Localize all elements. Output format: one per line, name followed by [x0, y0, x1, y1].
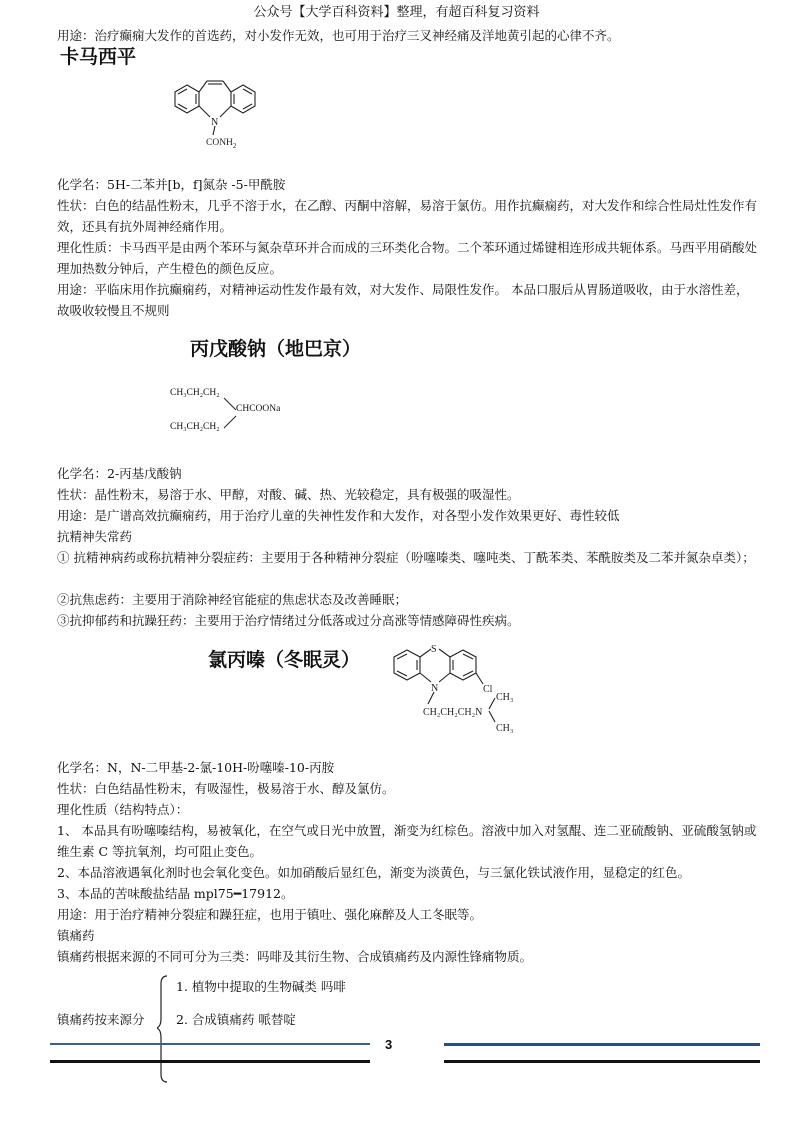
page-header: 公众号【大学百科资料】整理，有超百科复习资料: [253, 5, 540, 20]
valproate-props: 性状：晶性粉末，易溶于水、甲醇，对酸、碱、热、光较稳定，具有极强的吸湿性。: [57, 487, 520, 502]
chlorpromazine-p3: 3、本品的苦味酸盐结晶 mpl75━17912。: [57, 886, 294, 901]
chlorpromazine-p2: 2、本品溶液遇氧化剂时也会氧化变色。如加硝酸后显红色，渐变为淡黄色，与三氯化铁试液作用，显稳定的红色。: [57, 865, 690, 880]
chlorpromazine-chain: CH₂CH₂CH₂N: [423, 707, 483, 718]
chlorpromazine-cl: Cl: [483, 684, 493, 695]
svg-text:CONH2: [206, 138, 237, 150]
page-number: 3: [385, 1037, 393, 1052]
chlorpromazine-s: S: [431, 644, 437, 655]
carbamazepine-n: N: [211, 117, 219, 128]
analgesics-brace-label: 镇痛药按来源分: [57, 1012, 145, 1027]
valproate-usage: 用途：是广谱高效抗癫痫药，用于治疗儿童的失神性发作和大发作，对各型小发作效果更好、毒性较低: [57, 508, 620, 523]
antipsychotic-item-2: ②抗焦虑药：主要用于消除神经官能症的焦虑状态及改善睡眠；: [57, 592, 408, 607]
carbamazepine-sub: CONH: [206, 138, 233, 148]
valproate-formula-top: CH₃CH₂CH₂: [170, 388, 220, 398]
footer-rule-left-thin: [50, 1043, 370, 1045]
carbamazepine-chem-name: 化学名：5H-二苯并[b，f]氮杂 -5-甲酰胺: [57, 177, 286, 192]
carbamazepine-props: 性状：白色的结晶性粉末，几乎不溶于水，在乙醇、丙酮中溶解，易溶于氯仿。用作抗癫痫药，对大发作和综合性局灶性发作有效，还具有抗外周神经痛作用。: [57, 198, 758, 234]
valproate-formula-bot: CH₃CH₂CH₂: [170, 422, 220, 432]
antipsychotic-heading: 抗精神失常药: [57, 529, 133, 544]
carbamazepine-sub2: 2: [232, 142, 237, 150]
carbamazepine-structure: [150, 72, 280, 162]
carbamazepine-physchem: 理化性质：卡马西平是由两个苯环与氮杂草环并合而成的三环类化合物。二个苯环通过烯键相连形成共轭体系。马西平用硝酸处理加热数分钟后，产生橙色的颜色反应。: [57, 240, 758, 276]
footer-rule-left-thick: [50, 1060, 370, 1063]
carbamazepine-title: 卡马西平: [60, 46, 137, 68]
valproate-chem-name: 化学名：2-丙基戊酸钠: [57, 466, 182, 481]
chlorpromazine-title: 氯丙嗪（冬眠灵）: [208, 649, 361, 671]
carbamazepine-usage: 用途：平临床用作抗癫痫药，对精神运动性发作最有效，对大发作、局限性发作。 本品口服后从胃肠道吸收，由于水溶性差，故吸收较慢且不规则: [57, 282, 749, 318]
chlorpromazine-chem-name: 化学名：N，N-二甲基-2-氯-10H-吩噻嗪-10-丙胺: [57, 760, 335, 775]
analgesics-heading: 镇痛药: [57, 928, 95, 943]
brace-icon: [157, 974, 171, 1084]
analgesics-item-2: 2. 合成镇痛药 哌替啶: [176, 1012, 296, 1027]
chlorpromazine-structure: [380, 636, 540, 741]
antipsychotic-item-1: ① 抗精神病药或称抗精神分裂症药：主要用于各种精神分裂症（吩噻嗪类、噻吨类、丁酰苯类、苯酰胺类及二苯并氮杂卓类）；: [57, 550, 755, 565]
valproate-bonds: [222, 396, 242, 430]
antipsychotic-item-3: ③抗抑郁药和抗躁狂药：主要用于治疗情绪过分低落或过分高涨等情感障碍性疾病。: [57, 613, 520, 628]
chlorpromazine-usage: 用途：用于治疗精神分裂症和躁狂症，也用于镇吐、强化麻醉及人工冬眠等。: [57, 907, 483, 922]
valproate-formula-mid: CHCOONa: [236, 404, 281, 414]
intro-usage: 用途：治疗癫痫大发作的首选药，对小发作无效，也可用于治疗三叉神经痛及洋地黄引起的心律不齐。: [57, 28, 620, 43]
chlorpromazine-me1: CH₃: [496, 692, 514, 703]
chlorpromazine-props: 性状：白色结晶性粉末，有吸湿性，极易溶于水、醇及氯仿。: [57, 781, 395, 796]
footer-rule-right-thick: [444, 1060, 760, 1063]
chlorpromazine-n: N: [431, 683, 439, 694]
analgesics-intro: 镇痛药根据来源的不同可分为三类：吗啡及其衍生物、合成镇痛药及内源性锋痛物质。: [57, 949, 533, 964]
chlorpromazine-me2: CH₃: [496, 723, 514, 734]
chlorpromazine-physchem-heading: 理化性质（结构特点）：: [57, 802, 189, 817]
valproate-title: 丙戊酸钠（地巴京）: [190, 338, 362, 360]
chlorpromazine-p1: 1、 本品具有吩噻嗪结构，易被氧化，在空气或日光中放置，渐变为红棕色。溶液中加入对氢醌、连二亚硫酸钠、亚硫酸氢钠或维生素 C 等抗氧剂，均可阻止变色。: [57, 823, 757, 859]
analgesics-item-1: 1. 植物中提取的生物碱类 吗啡: [176, 979, 346, 994]
footer-rule-right-thin: [444, 1043, 760, 1046]
